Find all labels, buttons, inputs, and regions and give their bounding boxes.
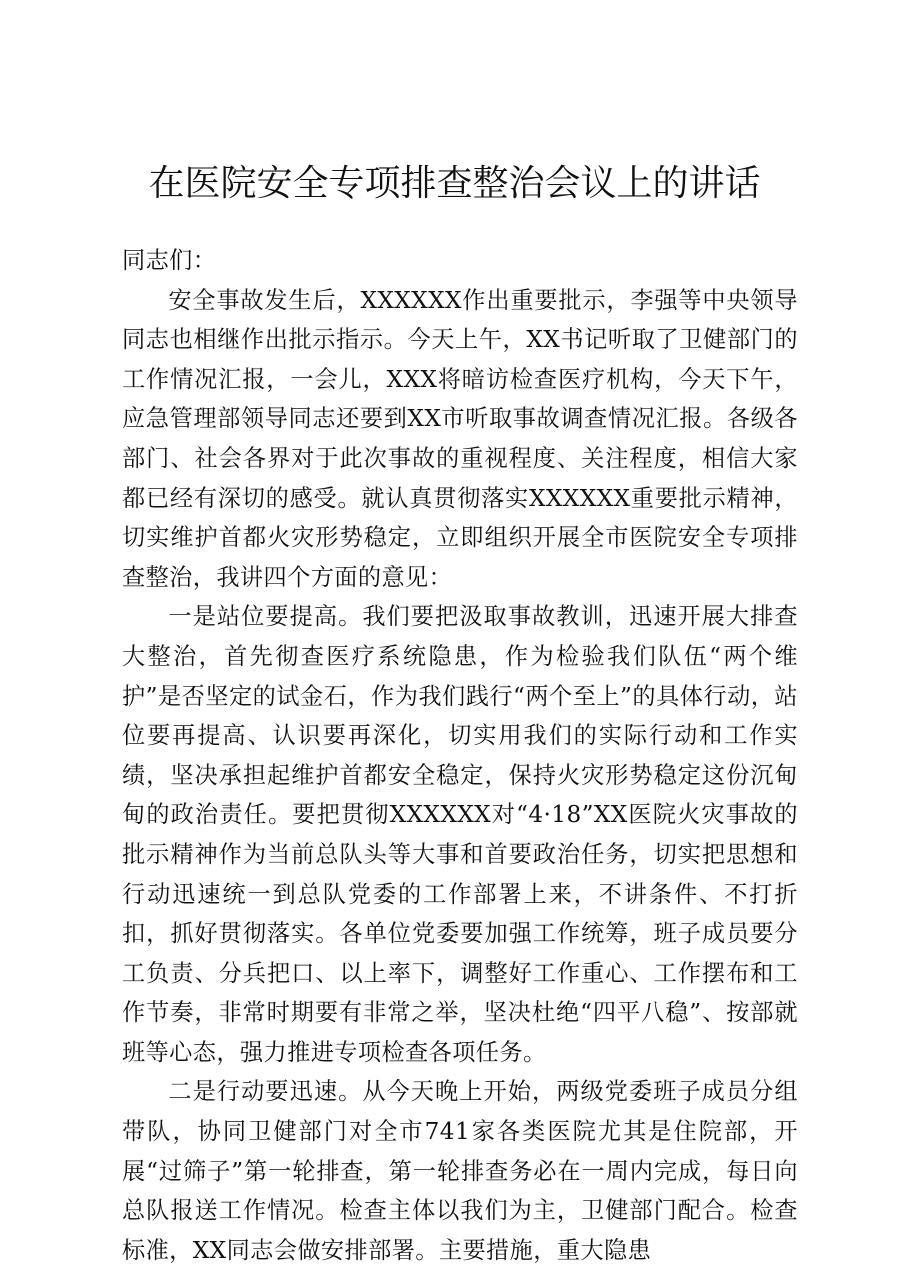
document-body (122, 241, 798, 1270)
document-title: 在医院安全专项排查整治会议上的讲话 (148, 163, 761, 204)
paragraph-point-two: 二是行动要迅速。从今天晚上开始，两级党委班子成员分组带队，协同卫健部门对全市741家各类医院尤其是住院部，开展“过筛子”第一轮排查，第一轮排查务必在一周内完成，每日向总队报送工作情况。检查主体以我们为主，卫健部门配合。检查标准，XX同志会做安排部署。主要措施，重大隐患 (122, 1078, 798, 1264)
paragraph-intro: 安全事故发生后，XXXXXX作出重要批示，李强等中央领导同志也相继作出批示指示。今天上午，XX书记听取了卫健部门的工作情况汇报，一会儿，XXX将暗访检查医疗机构，今天下午，应急管理部领导同志还要到XX市听取事故调查情况汇报。各级各部门、社会各界对于此次事故的重视程度、关注程度，相信大家都已经有深切的感受。就认真贯彻落实XXXXXX重要批示精神，切实维护首都火灾形势稳定，立即组织开展全市医院安全专项排查整治，我讲四个方面的意见： (122, 286, 798, 591)
paragraph-point-one: 一是站位要提高。我们要把汲取事故教训，迅速开展大排查大整治，首先彻查医疗系统隐患，作为检验我们队伍“两个维护”是否坚定的试金石，作为我们践行“两个至上”的具体行动，站位要再提高、认识要再深化，切实用我们的实际行动和工作实绩，坚决承担起维护首都安全稳定，保持火灾形势稳定这份沉甸甸的政治责任。要把贯彻XXXXXX对“4·18”XX医院火灾事故的批示精神作为当前总队头等大事和首要政治任务，切实把思想和行动迅速统一到总队党委的工作部署上来，不讲条件、不打折扣，抓好贯彻落实。各单位党委要加强工作统筹，班子成员要分工负责、分兵把口、以上率下，调整好工作重心、工作摆布和工作节奏，非常时期要有非常之举，坚决杜绝“四平八稳”、按部就班等心态，强力推进专项检查各项任务。 (122, 603, 798, 1066)
salutation: 同志们： (122, 247, 217, 274)
